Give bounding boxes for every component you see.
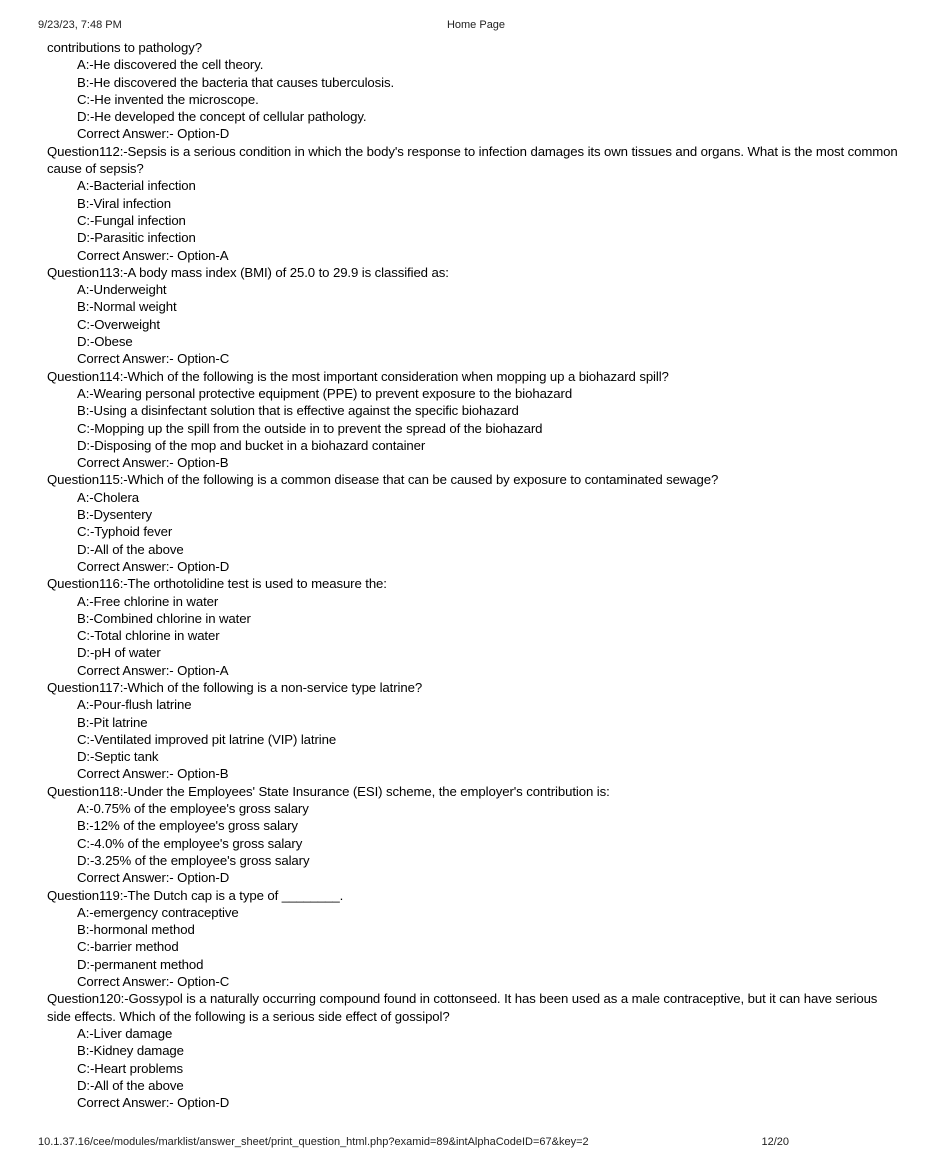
option-c: C:-He invented the microscope. [77, 91, 259, 107]
correct-answer: Correct Answer:- Option-D [77, 1095, 230, 1111]
option-c: C:-Overweight [77, 316, 160, 332]
correct-answer: Correct Answer:- Option-A [77, 247, 229, 263]
option-b: B:-Dysentery [77, 507, 153, 523]
option-c: C:-Mopping up the spill from the outside in to prevent the spread of the biohazard [77, 420, 543, 436]
option-c: C:-Heart problems [77, 1060, 184, 1076]
correct-answer: Correct Answer:- Option-D [77, 126, 230, 142]
option-b: B:-Kidney damage [77, 1043, 184, 1059]
option-d: D:-Septic tank [77, 749, 159, 765]
correct-answer: Correct Answer:- Option-C [77, 974, 230, 990]
option-b: B:-hormonal method [77, 922, 195, 938]
option-c: C:-Fungal infection [77, 212, 186, 228]
option-a: A:-Underweight [77, 282, 167, 298]
question-block [47, 368, 792, 472]
correct-answer: Correct Answer:- Option-D [77, 558, 230, 574]
page-url: 10.1.37.16/cee/modules/marklist/answer_sheet/print_question_html.php?examid=89&intAlphaCodeID=67&key=2 [38, 1136, 589, 1148]
question-text: Question120:-Gossypol is a naturally occurring compound found in cottonseed. It has been used as a male contraceptive, but it can have serious [47, 991, 878, 1007]
correct-answer: Correct Answer:- Option-B [77, 766, 229, 782]
question-text: cause of sepsis? [47, 161, 144, 177]
question-text: Question119:-The Dutch cap is a type of ________. [47, 887, 344, 903]
correct-answer: Correct Answer:- Option-C [77, 351, 230, 367]
option-c: C:-Typhoid fever [77, 524, 173, 540]
option-a: A:-Bacterial infection [77, 178, 196, 194]
question-text: side effects. Which of the following is a serious side effect of gossipol? [47, 1008, 450, 1024]
question-block [47, 887, 792, 991]
question-block [47, 990, 878, 1111]
option-a: A:-Free chlorine in water [77, 593, 219, 609]
option-d: D:-He developed the concept of cellular pathology. [77, 109, 367, 125]
option-a: A:-Cholera [77, 489, 140, 505]
option-b: B:-12% of the employee's gross salary [77, 818, 298, 834]
option-b: B:-Pit latrine [77, 714, 148, 730]
question-block [47, 264, 792, 368]
question-block [47, 679, 792, 783]
option-d: D:-3.25% of the employee's gross salary [77, 852, 310, 868]
correct-answer: Correct Answer:- Option-B [77, 455, 229, 471]
question-list [47, 39, 898, 1111]
option-b: B:-He discovered the bacteria that causes tuberculosis. [77, 74, 395, 90]
page-number: 12/20 [761, 1136, 789, 1148]
correct-answer: Correct Answer:- Option-D [77, 870, 230, 886]
option-a: A:-0.75% of the employee's gross salary [77, 801, 309, 817]
print-datetime: 9/23/23, 7:48 PM [38, 19, 122, 31]
option-c: C:-Total chlorine in water [77, 628, 220, 644]
question-block [47, 575, 792, 679]
option-d: D:-permanent method [77, 956, 204, 972]
question-text: Question118:-Under the Employees' State Insurance (ESI) scheme, the employer's contribution is: [47, 783, 610, 799]
questions-container [47, 143, 898, 1112]
option-a: A:-Wearing personal protective equipment (PPE) to prevent exposure to the biohazard [77, 385, 573, 401]
option-d: D:-All of the above [77, 1077, 184, 1093]
option-a: A:-Liver damage [77, 1025, 173, 1041]
option-d: D:-Parasitic infection [77, 230, 196, 246]
option-d: D:-Obese [77, 334, 133, 350]
correct-answer: Correct Answer:- Option-A [77, 662, 229, 678]
option-d: D:-pH of water [77, 645, 161, 661]
option-b: B:-Viral infection [77, 195, 171, 211]
option-a: A:-emergency contraceptive [77, 904, 239, 920]
option-d: D:-Disposing of the mop and bucket in a biohazard container [77, 437, 426, 453]
option-d: D:-All of the above [77, 541, 184, 557]
question-block [47, 143, 898, 264]
question-text: Question113:-A body mass index (BMI) of 25.0 to 29.9 is classified as: [47, 264, 449, 280]
option-b: B:-Normal weight [77, 299, 177, 315]
option-a: A:-Pour-flush latrine [77, 697, 192, 713]
option-c: C:-Ventilated improved pit latrine (VIP) latrine [77, 731, 337, 747]
question-block [47, 783, 792, 887]
question-text: Question116:-The orthotolidine test is used to measure the: [47, 576, 387, 592]
option-b: B:-Using a disinfectant solution that is effective against the specific biohazard [77, 403, 519, 419]
option-b: B:-Combined chlorine in water [77, 610, 251, 626]
question-text: Question112:-Sepsis is a serious condition in which the body's response to infection damages its own tissues and organs. What is the most common [47, 143, 898, 159]
question-text: contributions to pathology? [47, 40, 202, 55]
option-a: A:-He discovered the cell theory. [77, 57, 264, 73]
page-title: Home Page [446, 19, 506, 31]
question-text: Question115:-Which of the following is a common disease that can be caused by exposure to contaminated sewage? [47, 472, 719, 488]
question-block [47, 471, 792, 575]
question-text: Question117:-Which of the following is a non-service type latrine? [47, 679, 423, 695]
option-c: C:-4.0% of the employee's gross salary [77, 835, 303, 851]
option-c: C:-barrier method [77, 939, 179, 955]
question-text: Question114:-Which of the following is the most important consideration when mopping up a biohazard spill? [47, 368, 669, 384]
